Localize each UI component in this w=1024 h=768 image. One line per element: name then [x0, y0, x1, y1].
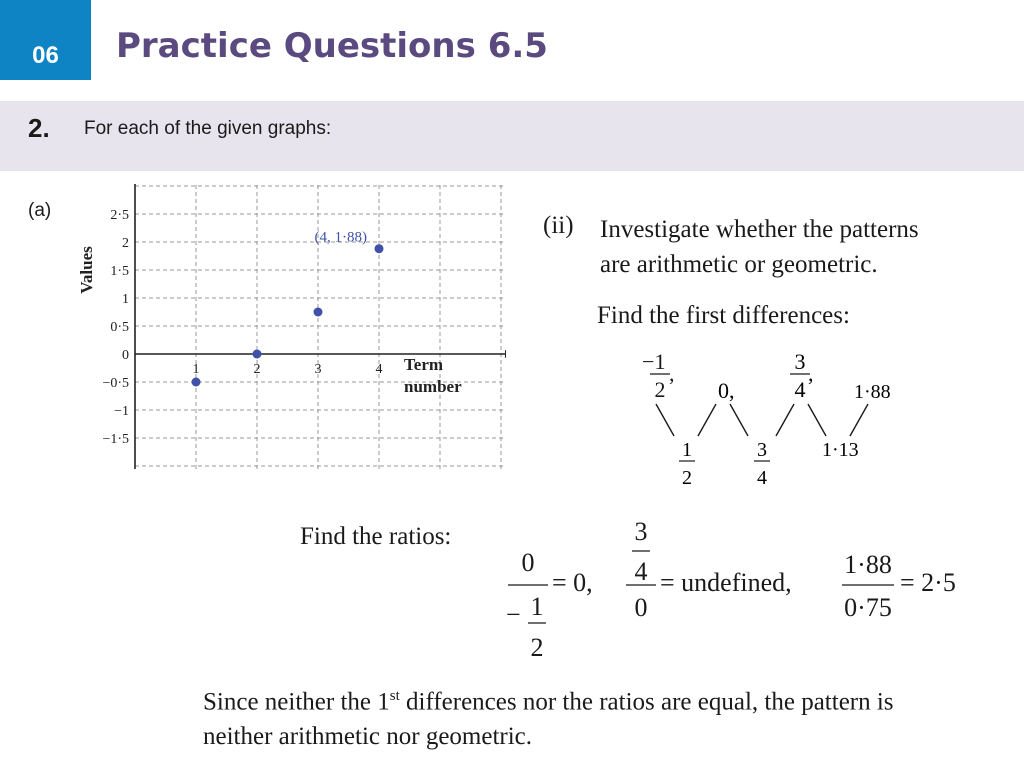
connector-line [776, 404, 794, 436]
connector-line [808, 404, 826, 436]
chapter-number: 06 [32, 42, 59, 69]
ratio-1-denominator-sign: − [506, 600, 521, 629]
difference-1-denominator: 2 [682, 467, 692, 489]
y-tick-label: 0·5 [110, 320, 129, 335]
term-4: 1·88 [854, 381, 891, 403]
term-1-denominator: 2 [654, 377, 666, 402]
conclusion-line-2: neither arithmetic nor geometric. [203, 723, 533, 751]
term-2: 0, [718, 378, 735, 403]
question-number: 2. [28, 113, 50, 143]
difference-1 [679, 439, 695, 489]
ratio-2 [626, 517, 792, 622]
ratio-3-denominator: 0·75 [844, 593, 892, 622]
ratios-expression [500, 510, 970, 665]
x-axis-label: Term number [404, 355, 462, 396]
x-tick-label: 3 [314, 362, 322, 377]
y-tick-label: −1 [114, 404, 129, 419]
data-point [192, 378, 201, 387]
y-tick-label: −0·5 [102, 376, 129, 391]
term-3-numerator: 3 [794, 350, 806, 374]
difference-3: 1·13 [822, 439, 859, 461]
x-tick-label: 1 [192, 362, 200, 377]
difference-2-denominator: 4 [757, 467, 767, 489]
y-tick-label: 0 [122, 348, 129, 363]
ratio-3-numerator: 1·88 [844, 550, 892, 579]
data-point [253, 350, 262, 359]
investigate-text [600, 212, 1000, 282]
point-annotation: (4, 1·88) [314, 229, 367, 246]
data-point [314, 308, 323, 317]
question-text: For each of the given graphs: [84, 118, 332, 139]
term-1-sign: − [642, 350, 655, 374]
ratio-3 [842, 550, 956, 622]
data-point [375, 244, 384, 253]
term-1-numerator: 1 [654, 350, 666, 374]
y-tick-label: 1·5 [110, 264, 129, 279]
connector-line [656, 404, 674, 436]
connector-line [850, 404, 868, 436]
y-tick-label: −1·5 [102, 432, 129, 447]
y-tick-label: 2 [122, 236, 129, 251]
ratio-1-numerator: 0 [521, 548, 535, 577]
y-tick-label: 1 [122, 292, 129, 307]
investigate-line-2: are arithmetic or geometric. [600, 251, 878, 278]
ratio-2-denominator: 0 [634, 593, 648, 622]
ratio-1-denominator-numerator: 1 [530, 592, 544, 621]
subpart-label: (ii) [543, 212, 574, 239]
first-differences-diagram [636, 350, 896, 490]
conclusion-text [203, 679, 1003, 754]
y-axis-label: Values [77, 246, 96, 294]
first-differences-label: Find the first differences: [597, 302, 850, 329]
ratio-2-numerator-numerator: 3 [634, 517, 648, 546]
conclusion-line-1: Since neither the 1st differences nor the ratios are equal, the pattern is [203, 688, 894, 716]
term-1 [642, 350, 675, 402]
ratio-1-denominator-denominator: 2 [530, 633, 544, 662]
ratios-label: Find the ratios: [300, 523, 452, 550]
connector-line [698, 404, 716, 436]
scatter-chart [76, 184, 506, 469]
term-3 [790, 350, 814, 402]
x-axis-arrow [505, 350, 506, 358]
ratio-2-numerator-denominator: 4 [634, 557, 648, 586]
difference-1-numerator: 1 [682, 439, 692, 461]
term-3-comma: , [808, 361, 814, 386]
difference-2 [754, 439, 770, 489]
chapter-badge [0, 0, 91, 80]
ratio-3-result: = 2·5 [900, 568, 956, 597]
x-tick-label: 4 [375, 362, 383, 377]
ratio-2-result: = undefined, [660, 568, 792, 597]
x-tick-label: 2 [253, 362, 261, 377]
connector-line [730, 404, 748, 436]
part-label: (a) [28, 200, 52, 221]
y-tick-label: 2·5 [110, 208, 129, 223]
ratio-1 [506, 548, 593, 662]
term-3-denominator: 4 [794, 377, 806, 402]
difference-2-numerator: 3 [757, 439, 767, 461]
term-1-comma: , [669, 361, 675, 386]
page-title: Practice Questions 6.5 [116, 26, 548, 66]
ratio-1-result: = 0, [552, 568, 593, 597]
investigate-line-1: Investigate whether the patterns [600, 216, 919, 243]
